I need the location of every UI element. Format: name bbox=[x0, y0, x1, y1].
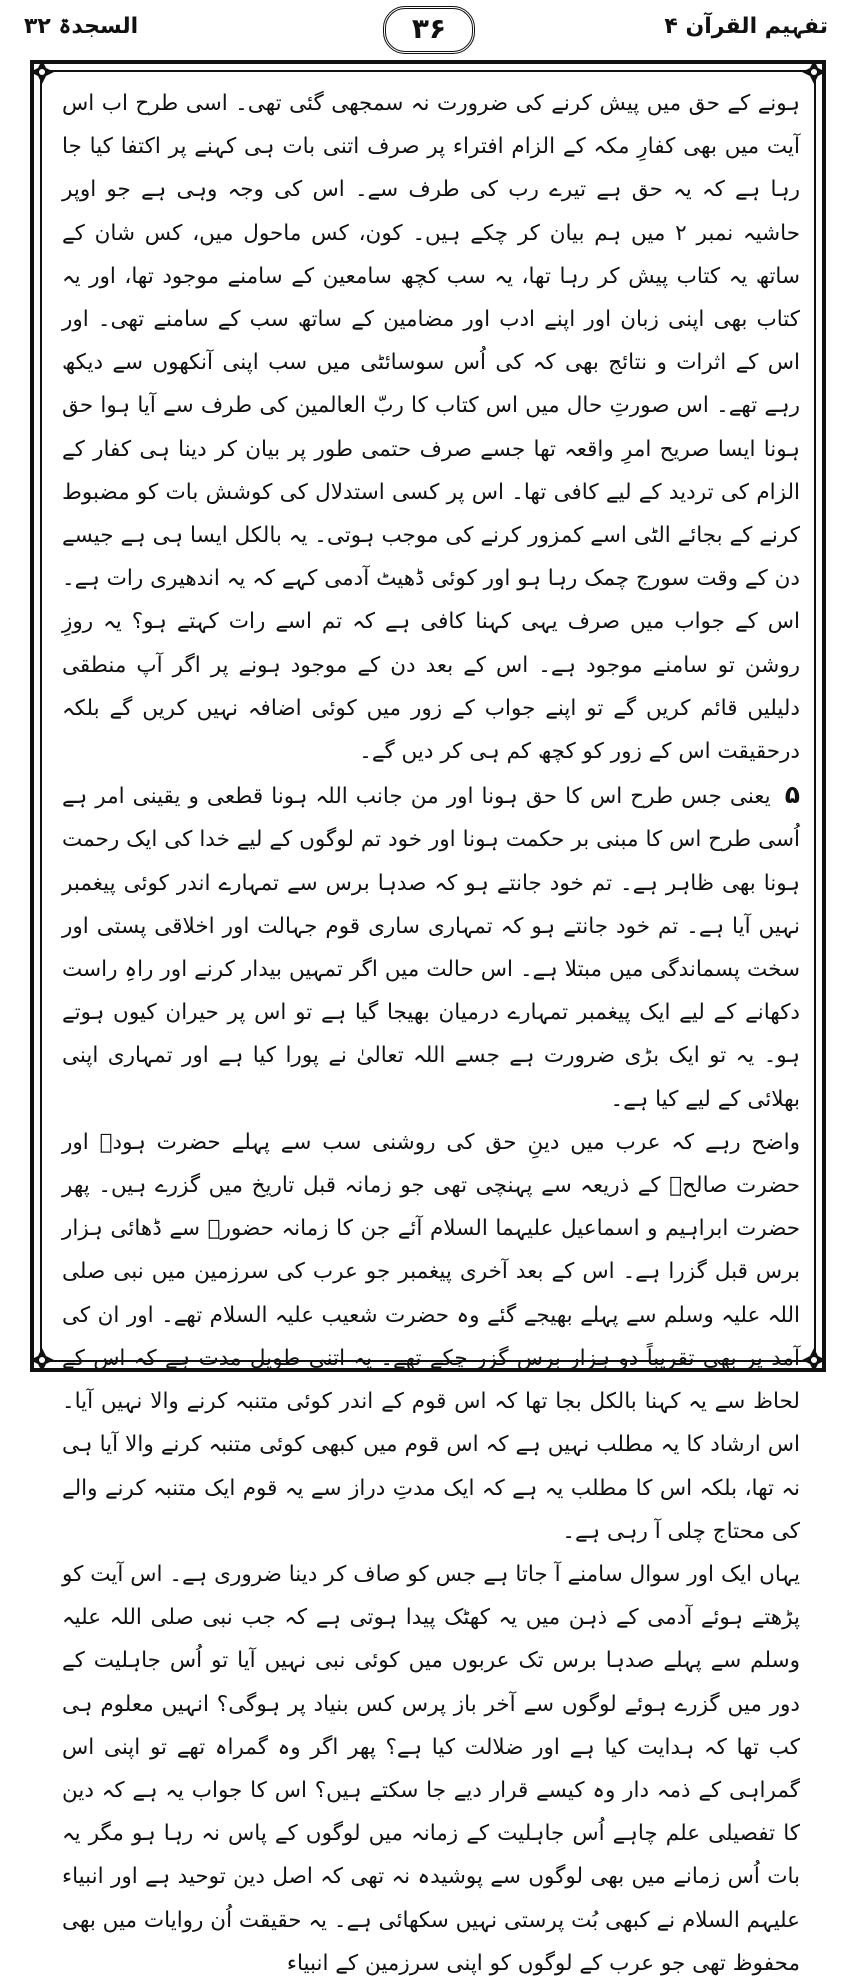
footnote-number: ۵ bbox=[784, 780, 800, 810]
paragraph: یہاں ایک اور سوال سامنے آ جاتا ہے جس کو صاف کر دینا ضروری ہے۔ اس آیت کو پڑھتے ہوئے آدمی کے ذہن میں یہ کھٹک پیدا ہوتی ہے کہ جب نبی صلی اللہ علیہ وسلم سے پہلے صدہا برس تک عربوں میں کوئی نبی نہیں آیا تو اُس جاہلیت کے دور میں گزرے ہوئے لوگوں سے آخر باز پرس کس بنیاد پر ہوگی؟ انہیں معلوم ہی کب تھا کہ ہدایت کیا ہے اور ضلالت کیا ہے؟ پھر اگر وہ گمراہ تھے تو اپنی اس گمراہی کے ذمہ دار وہ کیسے قرار دیے جا سکتے ہیں؟ اس کا جواب یہ ہے کہ دین کا تفصیلی علم چاہے اُس جاہلیت کے زمانہ میں لوگوں کے پاس نہ رہا ہو مگر یہ بات اُس زمانے میں بھی لوگوں سے پوشیدہ نہ تھی کہ اصل دین توحید ہے اور انبیاء علیہم السلام نے کبھی بُت پرستی نہیں سکھائی ہے۔ یہ حقیقت اُن روایات میں بھی محفوظ تھی جو عرب کے لوگوں کو اپنی سرزمین کے انبیاء bbox=[62, 1561, 800, 1976]
corner-ornament-icon bbox=[29, 1347, 55, 1373]
corner-ornament-icon bbox=[29, 59, 55, 85]
corner-ornament-icon bbox=[801, 1347, 827, 1373]
page-header bbox=[0, 0, 856, 58]
page-number-badge: ۳۶ bbox=[383, 6, 475, 54]
commentary-text bbox=[62, 82, 800, 1985]
paragraph: واضح رہے کہ عرب میں دینِ حق کی روشنی سب سے پہلے حضرت ہودؑ اور حضرت صالحؑ کے ذریعہ سے پہنچی تھی جو زمانہ قبل تاریخ میں گزرے ہیں۔ پھر حضرت ابراہیم و اسماعیل علیہما السلام آئے جن کا زمانہ حضورؐ سے ڈھائی ہزار برس قبل گزرا ہے۔ اس کے بعد آخری پیغمبر جو عرب کی سرزمین میں نبی صلی اللہ علیہ وسلم سے پہلے بھیجے گئے وہ حضرت شعیب علیہ السلام تھے۔ اور ان کی آمد پر بھی تقریباً دو ہزار برس گزر چکے تھے۔ یہ اتنی طویل مدت ہے کہ اس کے لحاظ سے یہ کہنا بالکل بجا تھا کہ اس قوم کے اندر کوئی متنبہ کرنے والا نہیں آیا۔ اس ارشاد کا یہ مطلب نہیں ہے کہ اس قوم میں کبھی کوئی متنبہ کرنے والا آیا ہی نہ تھا، بلکہ اس کا مطلب یہ ہے کہ ایک مدتِ دراز سے یہ قوم ایک متنبہ کرنے والے کی محتاج چلی آ رہی ہے۔ bbox=[62, 1129, 800, 1544]
footnote-paragraph bbox=[62, 773, 800, 1121]
book-title: تفہیم القرآن ۴ bbox=[664, 14, 828, 39]
corner-ornament-icon bbox=[801, 59, 827, 85]
paragraph: ہونے کے حق میں پیش کرنے کی ضرورت نہ سمجھی گئی تھی۔ اسی طرح اب اس آیت میں بھی کفارِ مکہ کے الزام افتراء پر صرف اتنی بات ہی کہنے پر اکتفا کیا جا رہا ہے کہ یہ حق ہے تیرے رب کی طرف سے۔ اس کی وجہ وہی ہے جو اوپر حاشیہ نمبر ۲ میں ہم بیان کر چکے ہیں۔ کون، کس ماحول میں، کس شان کے ساتھ یہ کتاب پیش کر رہا تھا، یہ سب کچھ سامعین کے سامنے موجود تھا، اور یہ کتاب بھی اپنی زبان اور اپنے ادب اور مضامین کے ساتھ سب کے سامنے تھی۔ اور اس کے اثرات و نتائج بھی کہ کی اُس سوسائٹی میں سب اپنی آنکھوں سے دیکھ رہے تھے۔ اس صورتِ حال میں اس کتاب کا ربّ العالمین کی طرف سے آیا ہوا حق ہونا ایسا صریح امرِ واقعہ تھا جسے صرف حتمی طور پر بیان کر دینا ہی کفار کے الزام کی تردید کے لیے کافی تھا۔ اس پر کسی استدلال کی کوشش بات کو مضبوط کرنے کے بجائے الٹی اسے کمزور کرنے کی موجب ہوتی۔ یہ بالکل ایسا ہی ہے جیسے دن کے وقت سورج چمک رہا ہو اور کوئی ڈھیٹ آدمی کہے کہ یہ اندھیری رات ہے۔ اس کے جواب میں صرف یہی کہنا کافی ہے کہ تم اسے رات کہتے ہو؟ یہ روزِ روشن تو سامنے موجود ہے۔ اس کے بعد دن کے موجود ہونے پر اگر آپ منطقی دلیلیں قائم کریں گے تو اپنے جواب کے زور میں کوئی اضافہ نہیں کریں گے بلکہ درحقیقت اس کے زور کو کچھ کم ہی کر دیں گے۔ bbox=[62, 91, 800, 765]
paragraph-text: یعنی جس طرح اس کا حق ہونا اور من جانب اللہ ہونا قطعی و یقینی امر ہے اُسی طرح اس کا مبنی بر حکمت ہونا اور خود تم لوگوں کے لیے خدا کی ایک رحمت ہونا بھی ظاہر ہے۔ تم خود جانتے ہو کہ صدہا برس سے تمہارے اندر کوئی پیغمبر نہیں آیا ہے۔ تم خود جانتے ہو کہ تمہاری ساری قوم جہالت اور اخلاقی پستی اور سخت پسماندگی میں مبتلا ہے۔ اس حالت میں اگر تمہیں بیدار کرنے اور راہِ راست دکھانے کے لیے ایک پیغمبر تمہارے درمیان بھیجا گیا ہے تو اس پر حیران کیوں ہوتے ہو۔ یہ تو ایک بڑی ضرورت ہے جسے اللہ تعالیٰ نے پورا کیا ہے اور تمہاری اپنی بھلائی کے لیے کیا ہے۔ bbox=[62, 784, 800, 1112]
surah-reference: السجدۃ ۳۲ bbox=[24, 14, 139, 39]
